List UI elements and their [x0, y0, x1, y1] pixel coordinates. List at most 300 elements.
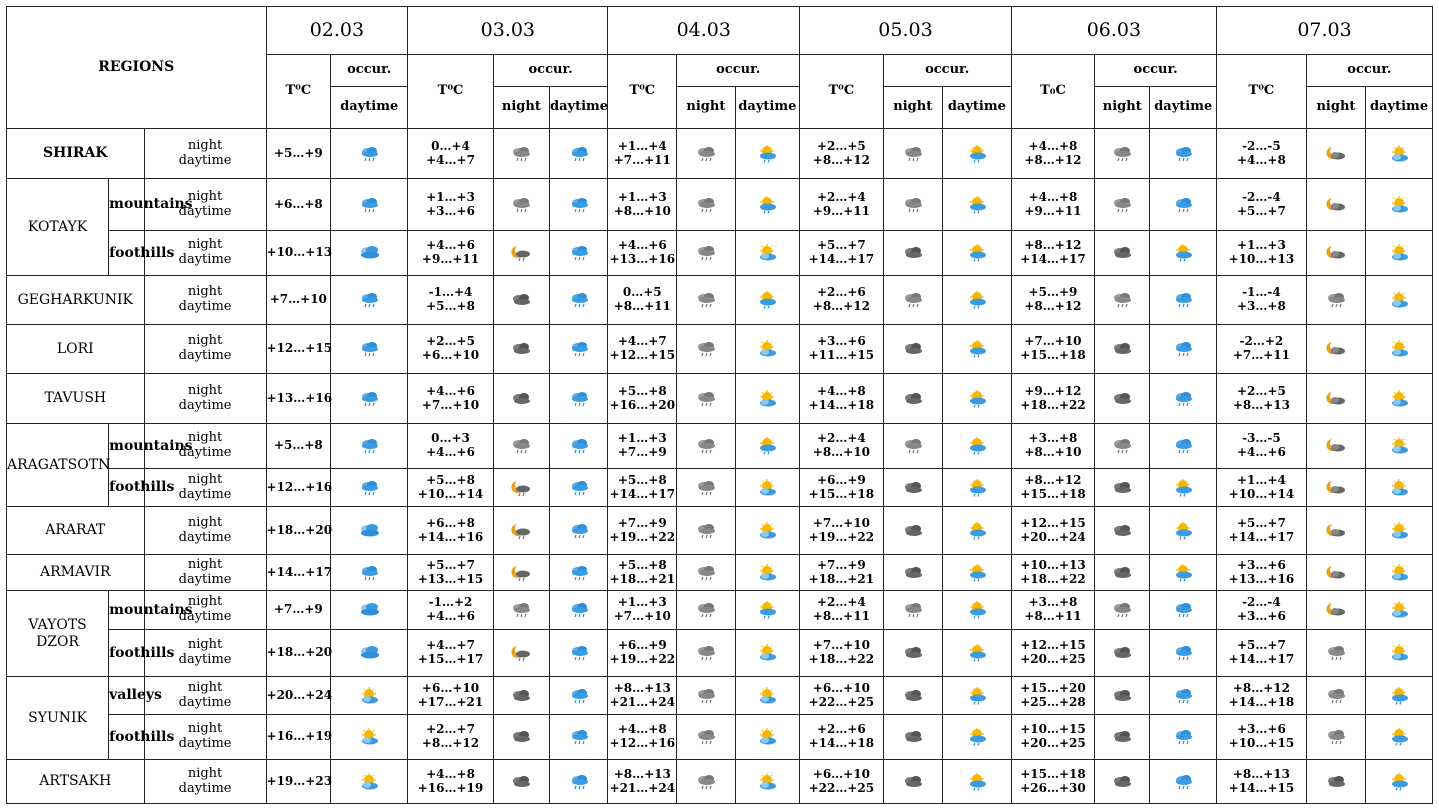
temperature-cell-daytime: +16…+19	[417, 780, 484, 795]
night-weather-cell	[493, 715, 549, 760]
sun-rain-icon	[966, 773, 988, 791]
sun-rain-icon	[1172, 564, 1194, 582]
temperature-cell	[1217, 325, 1307, 374]
sun-cloud-icon	[1388, 437, 1410, 455]
region-name: ARTSAKH	[7, 760, 145, 804]
temperature-cell	[1011, 630, 1094, 677]
period-label-night: night	[187, 188, 223, 204]
rain-cloud-icon	[568, 437, 590, 455]
dark-cloud-icon	[1111, 244, 1133, 262]
period-label-daytime: daytime	[178, 348, 232, 363]
rain-cloud-icon	[1172, 601, 1194, 619]
daytime-weather-cell	[550, 424, 608, 469]
temperature-cell-night: +4…+6	[617, 238, 667, 253]
temperature-cell	[408, 231, 493, 276]
rain-cloud-icon	[1172, 390, 1194, 408]
daytime-weather-cell	[1150, 630, 1217, 677]
dark-rain-cloud-icon	[1325, 644, 1347, 662]
night-weather-cell	[677, 715, 735, 760]
night-weather-cell	[493, 630, 549, 677]
dark-rain-cloud-icon	[695, 479, 717, 497]
temperature-cell	[408, 591, 493, 630]
period-label-night: night	[187, 382, 223, 398]
temperature-cell	[1217, 129, 1307, 179]
temperature-cell-night: +8…+12	[1024, 238, 1082, 253]
daytime-weather-cell	[1366, 129, 1433, 179]
temperature-cell-night: -3…-5	[1242, 431, 1281, 446]
night-weather-cell	[883, 630, 942, 677]
moon-rain-icon	[510, 644, 532, 662]
dark-rain-cloud-icon	[902, 291, 924, 309]
temperature-cell-night: +2…+6	[816, 285, 866, 300]
temperature-cell	[1217, 555, 1307, 591]
daytime-weather-cell	[942, 374, 1011, 424]
temperature-cell-daytime: +6…+10	[421, 348, 480, 362]
temperature-cell	[1011, 555, 1094, 591]
sun-rain-icon	[966, 728, 988, 746]
temperature-cell	[608, 715, 677, 760]
sun-cloud-icon	[756, 390, 778, 408]
temperature-cell-night: +1…+3	[1237, 238, 1286, 253]
weather-cell	[331, 469, 408, 507]
temperature-cell	[408, 507, 493, 555]
night-weather-cell	[1095, 630, 1150, 677]
daytime-weather-cell	[1150, 276, 1217, 325]
region-name-line: KOTAYK	[27, 218, 88, 235]
temperature-cell-daytime: +3…+6	[426, 203, 475, 218]
dark-rain-cloud-icon	[695, 437, 717, 455]
period-label-night: night	[187, 333, 223, 349]
temperature-cell	[608, 231, 677, 276]
temperature-cell-night: +5…+8	[617, 472, 667, 487]
temperature-cell: +18…+20	[266, 630, 331, 677]
temperature-cell-daytime: +14…+18	[808, 736, 875, 750]
occur-header: occur.	[677, 55, 800, 87]
sun-cloud-icon	[756, 522, 778, 540]
daytime-weather-cell	[550, 555, 608, 591]
temperature-cell	[1011, 469, 1094, 507]
dark-cloud-icon	[902, 644, 924, 662]
rain-cloud-icon	[1172, 145, 1194, 163]
daytime-weather-cell	[735, 231, 800, 276]
subregion-name: valleys	[109, 677, 144, 715]
weather-cell	[331, 591, 408, 630]
daytime-weather-cell	[550, 179, 608, 231]
temperature-cell-night: +1…+3	[617, 595, 667, 610]
dark-rain-cloud-icon	[510, 601, 532, 619]
moon-rain-icon	[510, 479, 532, 497]
daytime-weather-cell	[942, 325, 1011, 374]
daytime-weather-cell	[942, 129, 1011, 179]
temperature-cell-daytime: +15…+18	[1020, 348, 1086, 362]
temperature-cell	[1011, 276, 1094, 325]
dark-cloud-icon	[1111, 644, 1133, 662]
temperature-cell	[608, 129, 677, 179]
period-label-night: night	[187, 471, 223, 487]
date-header: 03.03	[408, 7, 608, 55]
sun-rain-icon	[966, 390, 988, 408]
temperature-cell-daytime: +8…+10	[613, 203, 671, 218]
sun-cloud-icon	[1388, 291, 1410, 309]
daytime-weather-cell	[735, 715, 800, 760]
period-label-daytime: daytime	[178, 652, 232, 667]
temperature-cell-daytime: +13…+16	[609, 252, 676, 266]
night-weather-cell	[883, 179, 942, 231]
weather-cell	[331, 677, 408, 715]
night-header: night	[883, 87, 942, 129]
temperature-cell	[1217, 507, 1307, 555]
dark-cloud-icon	[902, 390, 924, 408]
temperature-cell	[608, 469, 677, 507]
temperature-cell: +12…+15	[266, 325, 331, 374]
daytime-header: daytime	[1150, 87, 1217, 129]
night-weather-cell	[677, 231, 735, 276]
temperature-cell-daytime: +8…+11	[1024, 609, 1082, 623]
temperature-cell-night: -1…-4	[1242, 285, 1281, 300]
period-label	[144, 555, 266, 591]
night-weather-cell	[677, 555, 735, 591]
sun-rain-icon	[966, 644, 988, 662]
dark-rain-cloud-icon	[1325, 687, 1347, 705]
temperature-cell	[800, 760, 883, 804]
daytime-weather-cell	[550, 276, 608, 325]
dark-cloud-icon	[1111, 340, 1133, 358]
sun-cloud-icon	[1388, 644, 1410, 662]
temperature-cell-night: +9…+12	[1024, 383, 1082, 398]
night-weather-cell	[1306, 507, 1365, 555]
sun-cloud-icon	[358, 773, 380, 791]
sun-rain-icon	[966, 340, 988, 358]
temperature-cell-daytime: +12…+16	[609, 736, 676, 750]
temperature-cell: +19…+23	[266, 760, 331, 804]
rain-cloud-icon	[568, 291, 590, 309]
night-weather-cell	[677, 591, 735, 630]
night-weather-cell	[677, 507, 735, 555]
sun-rain-icon	[1172, 522, 1194, 540]
night-weather-cell	[1306, 555, 1365, 591]
daytime-weather-cell	[942, 231, 1011, 276]
period-label-night: night	[187, 637, 223, 653]
sun-cloud-icon	[756, 340, 778, 358]
temperature-cell: +6…+8	[266, 179, 331, 231]
occur-header: occur.	[1095, 55, 1217, 87]
temperature-cell-daytime: +18…+21	[808, 571, 875, 586]
temperature-cell	[408, 374, 493, 424]
table-row	[7, 424, 1433, 469]
sun-cloud-icon	[756, 687, 778, 705]
rain-cloud-icon	[568, 479, 590, 497]
daytime-weather-cell	[550, 591, 608, 630]
temperature-cell	[1011, 507, 1094, 555]
temperature-cell-night: +8…+12	[1024, 472, 1082, 487]
period-label-daytime: daytime	[178, 152, 232, 168]
temperature-cell-daytime: +15…+18	[808, 486, 875, 501]
moon-cloud-icon	[1325, 244, 1347, 262]
sun-rain-icon	[966, 244, 988, 262]
temperature-cell-daytime: +12…+15	[609, 348, 676, 362]
region-name	[7, 591, 109, 677]
temperature-cell	[408, 760, 493, 804]
temperature-cell-night: +6…+8	[426, 515, 475, 530]
night-weather-cell	[493, 325, 549, 374]
temperature-cell	[408, 129, 493, 179]
daytime-weather-cell	[1366, 325, 1433, 374]
night-weather-cell	[493, 760, 549, 804]
dark-cloud-icon	[902, 564, 924, 582]
moon-cloud-icon	[1325, 564, 1347, 582]
period-label-night: night	[187, 556, 223, 572]
night-weather-cell	[493, 424, 549, 469]
temperature-cell-night: +7…+9	[816, 557, 866, 572]
temperature-cell-daytime: +8…+10	[812, 445, 870, 459]
temperature-cell	[608, 424, 677, 469]
temperature-cell-daytime: +19…+22	[808, 529, 875, 544]
sun-cloud-icon	[1388, 601, 1410, 619]
dark-cloud-icon	[1111, 564, 1133, 582]
temperature-cell	[408, 469, 493, 507]
occur-header: occur.	[493, 55, 608, 87]
weather-cell	[331, 555, 408, 591]
daytime-header: daytime	[942, 87, 1011, 129]
temperature-cell-night: +8…+13	[613, 766, 671, 781]
temperature-cell-night: +1…+3	[426, 189, 475, 204]
temperature-cell	[408, 276, 493, 325]
region-name-line: SYUNIK	[28, 709, 87, 726]
temperature-cell-daytime: +20…+24	[1020, 529, 1086, 544]
dark-rain-cloud-icon	[902, 601, 924, 619]
daytime-weather-cell	[550, 677, 608, 715]
temperature-cell-night: +1…+4	[617, 138, 667, 153]
moon-rain-icon	[510, 522, 532, 540]
rain-cloud-icon	[1172, 437, 1194, 455]
cloud-icon	[358, 601, 380, 619]
sun-cloud-icon	[1388, 244, 1410, 262]
temperature-cell	[408, 715, 493, 760]
daytime-weather-cell	[735, 677, 800, 715]
temperature-cell-night: +7…+10	[1024, 334, 1082, 349]
period-label-night: night	[187, 237, 223, 253]
temperature-cell: +16…+19	[266, 715, 331, 760]
night-weather-cell	[1306, 374, 1365, 424]
night-weather-cell	[1306, 760, 1365, 804]
table-row	[7, 555, 1433, 591]
daytime-weather-cell	[1366, 760, 1433, 804]
daytime-weather-cell	[1366, 276, 1433, 325]
sun-rain-icon	[966, 687, 988, 705]
table-row	[7, 715, 1433, 760]
temperature-cell: +12…+16	[266, 469, 331, 507]
daytime-weather-cell	[1366, 179, 1433, 231]
rain-cloud-icon	[358, 437, 380, 455]
dark-rain-cloud-icon	[695, 601, 717, 619]
night-weather-cell	[1095, 507, 1150, 555]
night-weather-cell	[883, 677, 942, 715]
night-weather-cell	[1095, 374, 1150, 424]
rain-cloud-icon	[568, 644, 590, 662]
rain-cloud-icon	[358, 291, 380, 309]
weather-cell	[331, 507, 408, 555]
moon-cloud-icon	[1325, 601, 1347, 619]
temperature-cell	[608, 760, 677, 804]
table-row	[7, 325, 1433, 374]
temperature-cell-night: +1…+4	[1237, 472, 1286, 487]
daytime-weather-cell	[942, 630, 1011, 677]
temperature-cell	[608, 179, 677, 231]
daytime-weather-cell	[1366, 715, 1433, 760]
table-row	[7, 677, 1433, 715]
daytime-weather-cell	[735, 325, 800, 374]
night-header: night	[677, 87, 735, 129]
night-weather-cell	[883, 325, 942, 374]
dark-rain-cloud-icon	[695, 145, 717, 163]
sun-rain-icon	[1172, 244, 1194, 262]
temperature-cell-night: +4…+8	[1028, 138, 1078, 153]
period-label-daytime: daytime	[178, 486, 232, 502]
night-weather-cell	[1095, 760, 1150, 804]
moon-cloud-icon	[1325, 479, 1347, 497]
temp-header: T⁰C	[408, 55, 493, 129]
temperature-cell-daytime: +14…+18	[808, 397, 875, 412]
subregion-name: mountains	[109, 179, 144, 231]
daytime-weather-cell	[1150, 715, 1217, 760]
dark-rain-cloud-icon	[1111, 145, 1133, 163]
night-weather-cell	[883, 469, 942, 507]
temperature-cell	[408, 179, 493, 231]
temperature-cell-daytime: +14…+15	[1228, 780, 1295, 795]
temperature-cell	[1011, 591, 1094, 630]
temperature-cell-night: -2…-4	[1242, 189, 1281, 204]
dark-cloud-icon	[902, 244, 924, 262]
daytime-weather-cell	[942, 555, 1011, 591]
temperature-cell-daytime: +15…+17	[417, 652, 484, 666]
temperature-cell	[608, 325, 677, 374]
subregion-name: foothills	[109, 469, 144, 507]
temperature-cell-daytime: +9…+11	[421, 252, 480, 266]
night-weather-cell	[1095, 179, 1150, 231]
dark-cloud-icon	[1111, 390, 1133, 408]
dark-cloud-icon	[902, 773, 924, 791]
daytime-weather-cell	[550, 630, 608, 677]
temperature-cell	[608, 276, 677, 325]
sun-cloud-icon	[1388, 479, 1410, 497]
sun-cloud-icon	[1388, 522, 1410, 540]
temperature-cell-daytime: +17…+21	[417, 694, 484, 709]
table-row	[7, 591, 1433, 630]
night-weather-cell	[883, 760, 942, 804]
temperature-cell-daytime: +7…+11	[613, 152, 671, 167]
night-weather-cell	[883, 129, 942, 179]
temperature-cell-night: +4…+8	[617, 722, 667, 737]
temperature-cell	[800, 591, 883, 630]
night-weather-cell	[493, 555, 549, 591]
temperature-cell	[1217, 630, 1307, 677]
daytime-weather-cell	[735, 507, 800, 555]
night-weather-cell	[1306, 677, 1365, 715]
dark-cloud-icon	[510, 728, 532, 746]
temperature-cell-daytime: +7…+10	[421, 397, 480, 412]
dark-cloud-icon	[902, 728, 924, 746]
period-label	[144, 677, 266, 715]
temperature-cell-night: +2…+4	[816, 595, 866, 610]
period-label-night: night	[187, 514, 223, 530]
temperature-cell	[1217, 469, 1307, 507]
weather-cell	[331, 424, 408, 469]
temperature-cell-night: +6…+10	[812, 766, 870, 781]
daytime-weather-cell	[1150, 231, 1217, 276]
temperature-cell-daytime: +7…+10	[613, 609, 671, 623]
daytime-header: daytime	[550, 87, 608, 129]
sun-rain-icon	[756, 601, 778, 619]
period-label-daytime: daytime	[178, 736, 232, 751]
period-label	[144, 276, 266, 325]
region-name: ARARAT	[7, 507, 145, 555]
temperature-cell	[408, 555, 493, 591]
temperature-cell-daytime: +5…+8	[426, 299, 475, 313]
night-weather-cell	[1306, 129, 1365, 179]
temperature-cell	[608, 677, 677, 715]
temperature-cell	[1011, 129, 1094, 179]
night-weather-cell	[1306, 276, 1365, 325]
night-weather-cell	[677, 129, 735, 179]
dark-cloud-icon	[1111, 773, 1133, 791]
daytime-weather-cell	[550, 715, 608, 760]
temperature-cell: +5…+8	[266, 424, 331, 469]
night-weather-cell	[493, 179, 549, 231]
temperature-cell-daytime: +4…+6	[1237, 445, 1286, 459]
temperature-cell-daytime: +14…+18	[1228, 694, 1295, 709]
temperature-cell-daytime: +4…+7	[426, 152, 475, 167]
night-weather-cell	[1095, 469, 1150, 507]
daytime-weather-cell	[1150, 507, 1217, 555]
sun-rain-icon	[756, 437, 778, 455]
temperature-cell-daytime: +22…+25	[808, 694, 875, 709]
dark-rain-cloud-icon	[695, 522, 717, 540]
temperature-cell-night: 0…+3	[431, 431, 470, 446]
sun-rain-icon	[1388, 687, 1410, 705]
sun-cloud-icon	[1388, 390, 1410, 408]
temperature-cell-daytime: +18…+22	[808, 652, 875, 666]
temperature-cell-night: +2…+6	[816, 722, 866, 737]
period-label	[144, 374, 266, 424]
dark-rain-cloud-icon	[695, 687, 717, 705]
temperature-cell-daytime: +18…+22	[1020, 397, 1086, 412]
sun-rain-icon	[756, 196, 778, 214]
rain-cloud-icon	[568, 244, 590, 262]
temperature-cell-daytime: +20…+25	[1020, 736, 1086, 750]
night-weather-cell	[883, 507, 942, 555]
dark-rain-cloud-icon	[510, 196, 532, 214]
daytime-weather-cell	[942, 424, 1011, 469]
temperature-cell-daytime: +9…+11	[812, 203, 870, 218]
temperature-cell	[608, 374, 677, 424]
temperature-cell-night: +6…+10	[421, 680, 480, 695]
night-weather-cell	[493, 677, 549, 715]
daytime-weather-cell	[550, 760, 608, 804]
temperature-cell-night: -2…-5	[1242, 138, 1281, 153]
daytime-weather-cell	[942, 591, 1011, 630]
temperature-cell	[1217, 374, 1307, 424]
temperature-cell-night: +8…+13	[613, 680, 671, 695]
rain-cloud-icon	[568, 196, 590, 214]
dark-rain-cloud-icon	[695, 644, 717, 662]
moon-rain-icon	[510, 564, 532, 582]
subregion-name: mountains	[109, 424, 144, 469]
temperature-cell-night: +5…+9	[1028, 285, 1078, 300]
date-header: 06.03	[1011, 7, 1216, 55]
table-row	[7, 231, 1433, 276]
daytime-weather-cell	[550, 507, 608, 555]
temperature-cell	[800, 715, 883, 760]
